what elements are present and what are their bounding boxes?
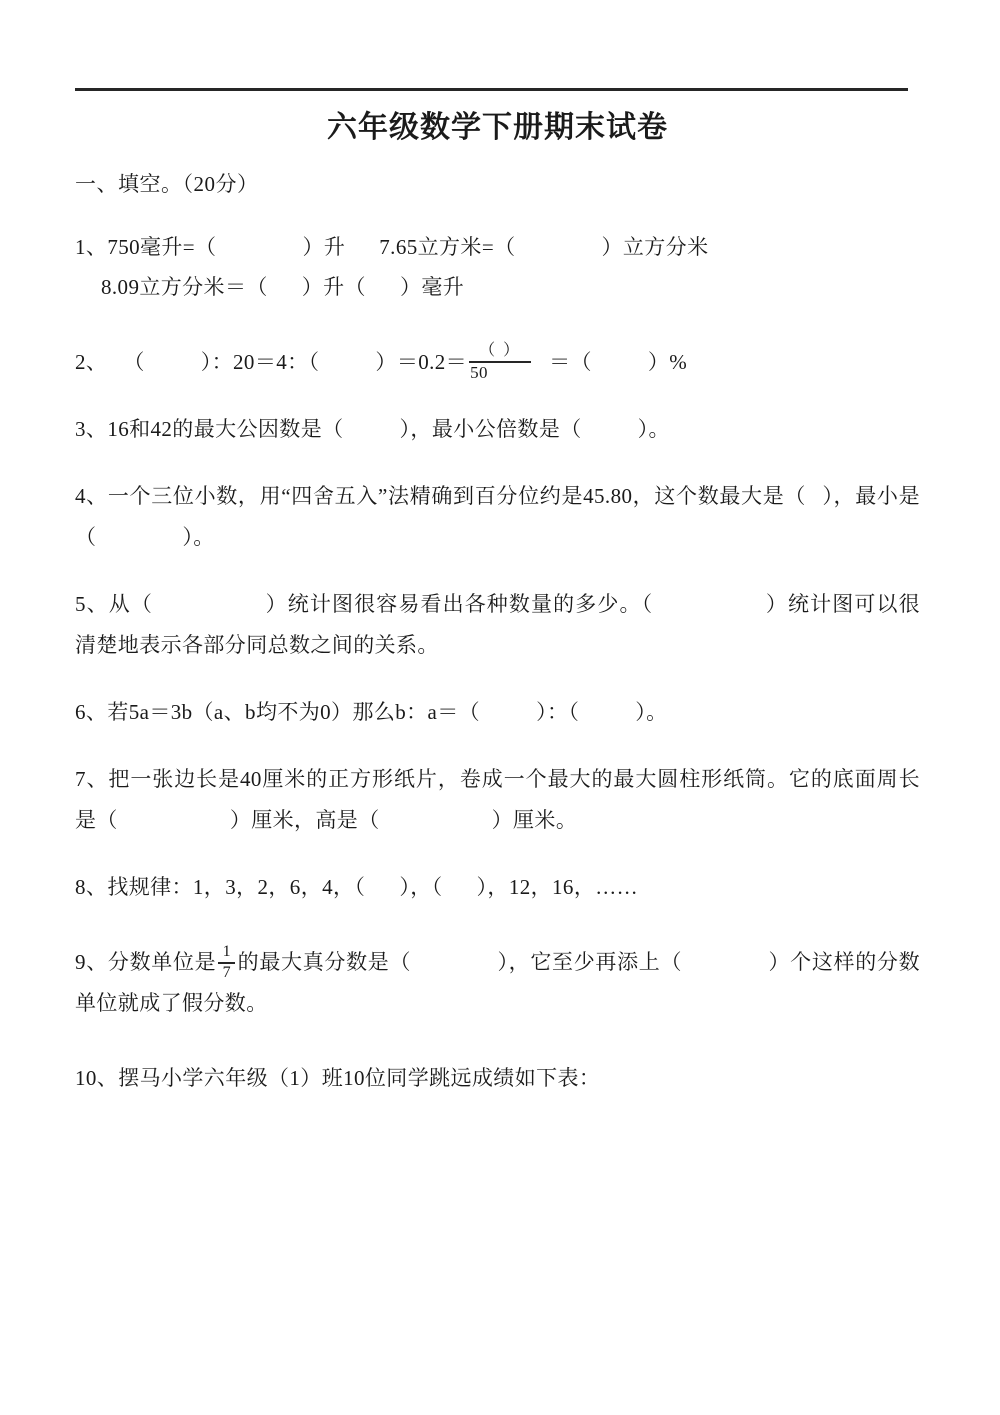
question-3-number: 3、 <box>75 417 108 442</box>
question-4 <box>75 476 920 558</box>
question-3-part-b: ），最小公倍数是（ <box>399 417 582 442</box>
question-1 <box>75 227 920 309</box>
question-6-number: 6、 <box>75 700 108 724</box>
question-9-part-d: ）个这样的分数单位就成了假分数。 <box>75 949 920 1015</box>
question-1-line2-part-c: ）毫升 <box>399 275 465 300</box>
question-2-part-b: ）：20＝4：（ <box>200 350 320 375</box>
question-5-part-b: ）统计图很容易看出各种数量的多少。（ <box>264 592 654 617</box>
page-title: 六年级数学下册期末试卷 <box>327 111 668 144</box>
question-1-line2-part-a: 8.09立方分米＝（ <box>101 275 268 300</box>
question-1-line1-part-c: 7.65立方米=（ <box>379 234 516 259</box>
question-4-part-a: 一个三位小数，用“四舍五入”法精确到百分位约是45.80，这个数最大是（ <box>107 484 807 509</box>
fraction-one-seventh <box>218 944 235 981</box>
question-1-line1-part-d: ）立方分米 <box>601 234 709 259</box>
question-6-part-b: ）：（ <box>536 700 580 724</box>
question-6-part-a: 若5a＝3b（a、b均不为0）那么b：a＝（ <box>107 700 481 724</box>
header-rule <box>75 88 908 91</box>
question-9-number: 9、 <box>75 949 108 974</box>
fraction-numerator: （ ） <box>479 342 522 360</box>
question-7-number: 7、 <box>75 766 109 791</box>
question-5-part-c: ）统计图可以很清楚地表示各部分同总数之间的关系。 <box>75 592 920 658</box>
question-8-part-c: ），12，16，…… <box>476 874 639 899</box>
fraction-denominator: 7 <box>222 963 232 981</box>
question-2-number: 2、 <box>75 350 108 375</box>
question-6 <box>75 692 920 733</box>
question-4-part-c: ）。 <box>182 525 215 550</box>
question-2-part-a: （ <box>123 350 145 375</box>
question-9 <box>75 942 920 1024</box>
question-3-part-a: 16和42的最大公因数是（ <box>107 417 344 442</box>
question-5-part-a: 从（ <box>108 592 153 617</box>
question-10-part-a: 摆马小学六年级（1）班10位同学跳远成绩如下表： <box>118 1065 601 1090</box>
question-1-line2-part-b: ）升（ <box>301 275 366 300</box>
fraction-blank-over-50 <box>469 343 531 382</box>
question-3-part-c: ）。 <box>637 417 670 442</box>
question-1-line1-part-b: ）升 <box>302 234 346 259</box>
question-1-line1-part-a: 750毫升=（ <box>107 234 217 259</box>
fraction-denominator: 50 <box>470 363 488 383</box>
question-8-part-b: ），（ <box>399 874 443 899</box>
question-7 <box>75 759 920 841</box>
question-7-part-b: ）厘米，高是（ <box>229 807 380 832</box>
question-2-part-e: ）% <box>647 350 688 375</box>
question-2 <box>75 342 920 383</box>
question-2-part-c: ）＝0.2＝ <box>375 350 468 375</box>
question-4-number: 4、 <box>75 484 108 509</box>
question-4-part-b: ），最小是（ <box>75 484 920 550</box>
question-2-part-d: ＝（ <box>549 350 592 375</box>
question-10-number: 10、 <box>75 1065 119 1090</box>
question-1-number: 1、 <box>75 234 108 259</box>
question-8 <box>75 867 920 908</box>
fraction-numerator: 1 <box>222 943 232 961</box>
question-7-part-a: 把一张边长是40厘米的正方形纸片，卷成一个最大的最大圆柱形纸筒。它的底面周长是（ <box>75 766 920 832</box>
question-3 <box>75 409 920 450</box>
question-8-part-a: 找规律：1，3，2，6，4，（ <box>107 874 366 899</box>
question-7-part-c: ）厘米。 <box>491 807 578 832</box>
question-10 <box>75 1058 920 1099</box>
question-5-number: 5、 <box>75 592 109 617</box>
document-content <box>75 100 920 1099</box>
question-6-part-c: ）。 <box>635 700 668 724</box>
section-heading-fill-in-blanks: 一、填空。（20分） <box>75 172 259 196</box>
question-5 <box>75 584 920 666</box>
question-9-part-a: 分数单位是 <box>107 949 217 974</box>
question-9-part-b: 的最大真分数是（ <box>237 949 412 974</box>
question-8-number: 8、 <box>75 874 108 899</box>
question-9-part-c: ），它至少再添上（ <box>497 949 683 974</box>
